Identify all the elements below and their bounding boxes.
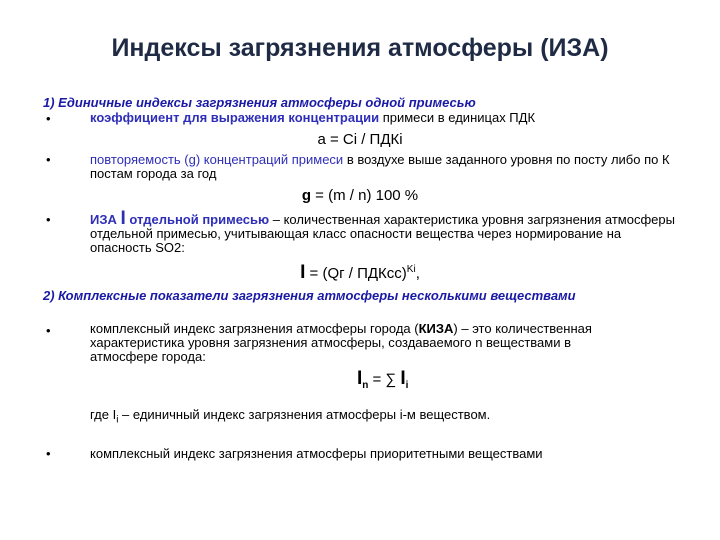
item-3-term-a: ИЗА — [90, 212, 121, 227]
page-title: Индексы загрязнения атмосферы (ИЗА) — [111, 34, 609, 62]
formula-i-var: I — [300, 262, 306, 283]
item-5-text: комплексный индекс загрязнения атмосферы приоритетными веществами — [90, 446, 543, 461]
formula-i-rest: = (Qг / ПДКсс) — [305, 265, 407, 282]
where-a: где I — [90, 407, 117, 422]
formula-g-var: g — [301, 187, 312, 204]
item-1-term: коэффициент для выражения концентрации — [90, 110, 380, 125]
item-3-text — [90, 208, 685, 255]
formula-g-rest: = (m / n) 100 % — [311, 187, 419, 204]
bullet-1: • — [46, 111, 51, 126]
item-1-rest: примеси в единицах ПДК — [379, 110, 536, 125]
item-1-text — [90, 111, 690, 125]
bullet-4: • — [46, 323, 51, 338]
bullet-5: • — [46, 446, 51, 461]
formula-i — [0, 262, 720, 284]
item-4-text — [90, 322, 610, 364]
formula-in-lhs: I — [357, 368, 363, 389]
formula-in-lhs-sub: n — [362, 380, 369, 391]
item-3-term-b: отдельной примесью — [125, 212, 270, 227]
where-b: – единичный индекс загрязнения атмосферы i-м веществом. — [118, 407, 491, 422]
formula-g — [0, 187, 720, 204]
item-4-post: ) – это количественная характеристика уровня загрязнения атмосферы, создаваемого n веществами в атмосфере города: — [90, 321, 592, 364]
formula-in — [357, 368, 408, 391]
where-text — [90, 408, 690, 428]
item-2-text — [90, 153, 680, 181]
item-2-term: повторяемость (g) концентраций примеси — [90, 152, 344, 167]
formula-in-rhs: I — [400, 368, 406, 389]
formula-in-rhs-sub: i — [405, 380, 409, 391]
where-sub: i — [116, 414, 119, 426]
bullet-2: • — [46, 152, 51, 167]
item-4-bold: КИЗА — [418, 321, 454, 336]
formula-i-sup: Ki — [406, 264, 416, 275]
formula-i-end: , — [415, 265, 420, 282]
item-4-pre: комплексный индекс загрязнения атмосферы города ( — [90, 321, 419, 336]
section-2-heading: 2) Комплексные показатели загрязнения атмосферы несколькими веществами — [43, 288, 576, 303]
section-1-heading: 1) Единичные индексы загрязнения атмосферы одной примесью — [43, 95, 476, 110]
item-3-rest: – количественная характеристика уровня загрязнения атмосферы отдельной примесью, учитывающая класс опасности вещества через нормирование на опасность SO2: — [90, 212, 675, 255]
formula-in-op: = ∑ — [368, 371, 401, 388]
item-2-rest: в воздухе выше заданного уровня по посту либо по К постам города за год — [90, 152, 670, 181]
bullet-3: • — [46, 212, 51, 227]
item-3-term-big: I — [120, 208, 126, 229]
formula-a: a = Ci / ПДКi — [317, 131, 403, 148]
